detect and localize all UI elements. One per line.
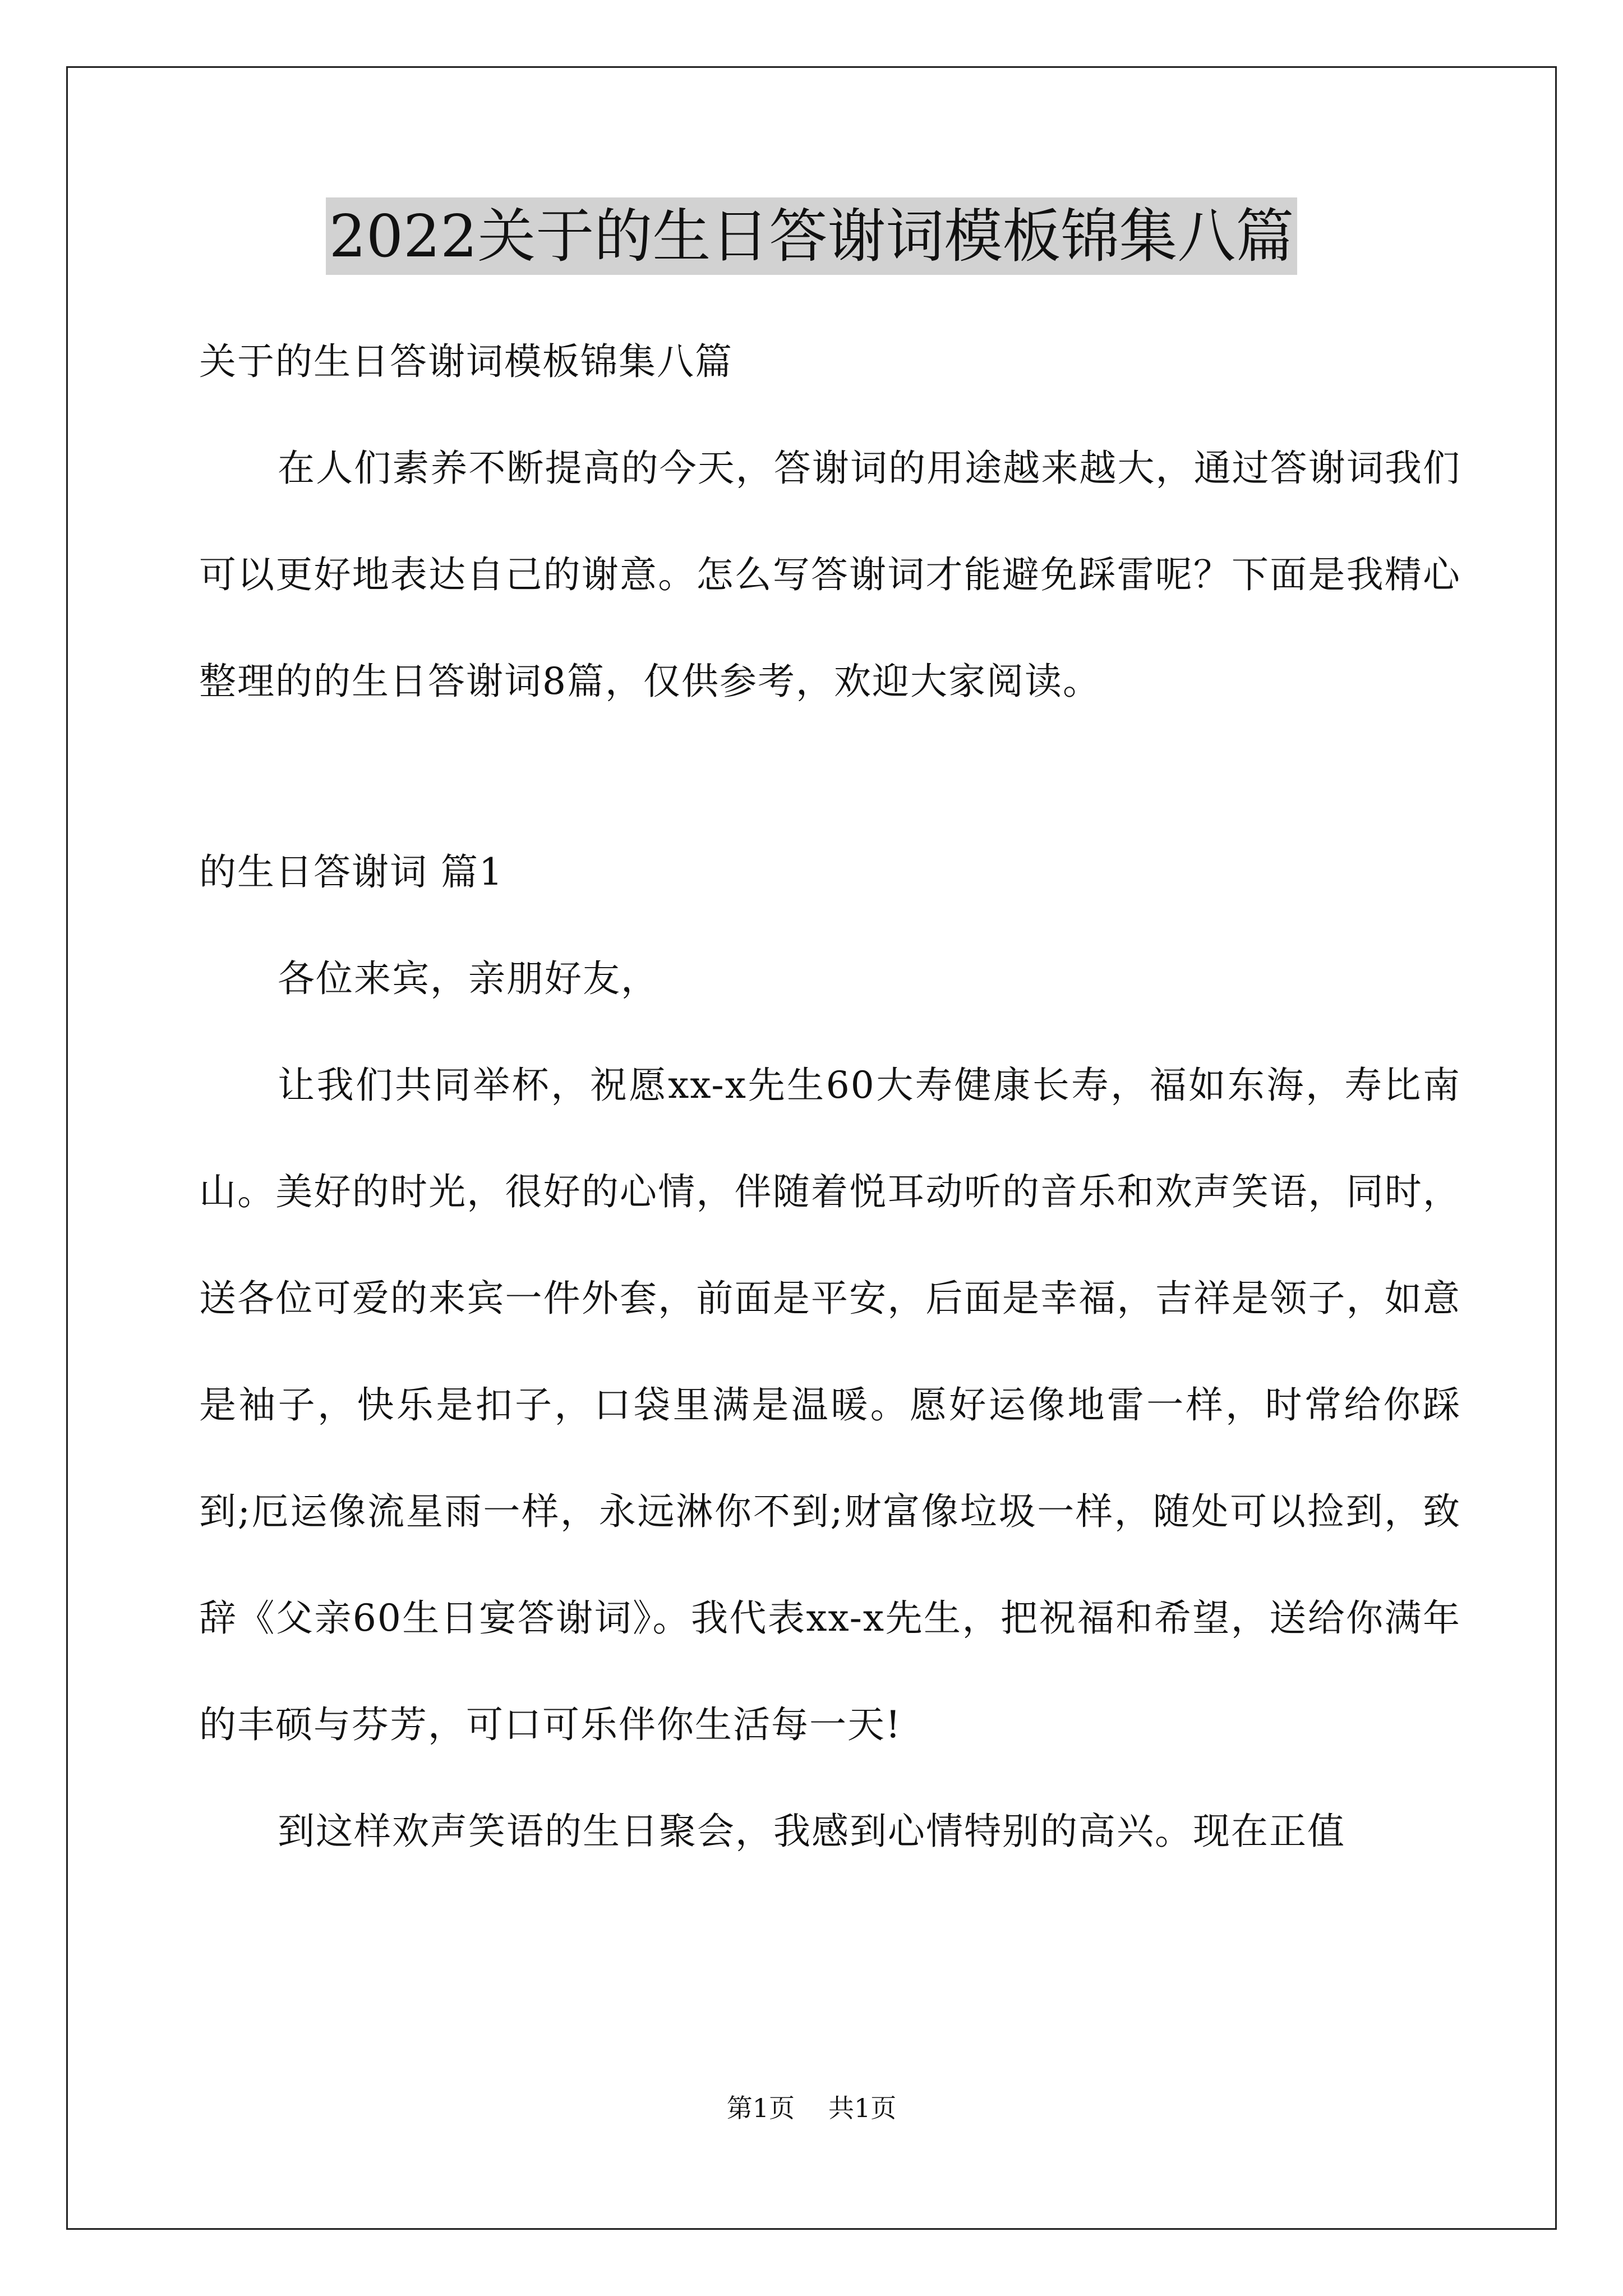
document-body — [199, 309, 1461, 1885]
page-total: 共1页 — [828, 2093, 897, 2123]
page-number: 第1页 — [726, 2093, 795, 2123]
page-footer — [0, 2091, 1623, 2125]
title-container — [0, 197, 1623, 275]
document-title: 2022关于的生日答谢词模板锦集八篇 — [326, 197, 1298, 275]
body-paragraph: 到这样欢声笑语的生日聚会，我感到心情特别的高兴。现在正值 — [278, 1810, 1345, 1853]
intro-paragraph: 在人们素养不断提高的今天，答谢词的用途越来越大，通过答谢词我们可以更好地表达自己的谢意。怎么写答谢词才能避免踩雷呢？下面是我精心整理的的生日答谢词8篇，仅供参考，欢迎大家阅读。 — [199, 447, 1461, 703]
body-paragraph: 各位来宾，亲朋好友， — [278, 957, 659, 1000]
document-subtitle: 关于的生日答谢词模板锦集八篇 — [199, 340, 733, 383]
section-heading: 的生日答谢词 篇1 — [199, 850, 504, 894]
body-paragraph: 让我们共同举杯，祝愿xx-x先生60大寿健康长寿，福如东海，寿比南山。美好的时光，很好的心情，伴随着悦耳动听的音乐和欢声笑语，同时，送各位可爱的来宾一件外套，前面是平安，后面是幸福，吉祥是领子，如意是袖子，快乐是扣子，口袋里满是温暖。愿好运像地雷一样，时常给你踩到;厄运像流星雨一样，永远淋你不到;财富像垃圾一样，随处可以捡到，致辞《父亲60生日宴答谢词》。我代表xx-x先生，把祝福和希望，送给你满年的丰硕与芬芳，可口可乐伴你生活每一天! — [199, 1064, 1461, 1746]
